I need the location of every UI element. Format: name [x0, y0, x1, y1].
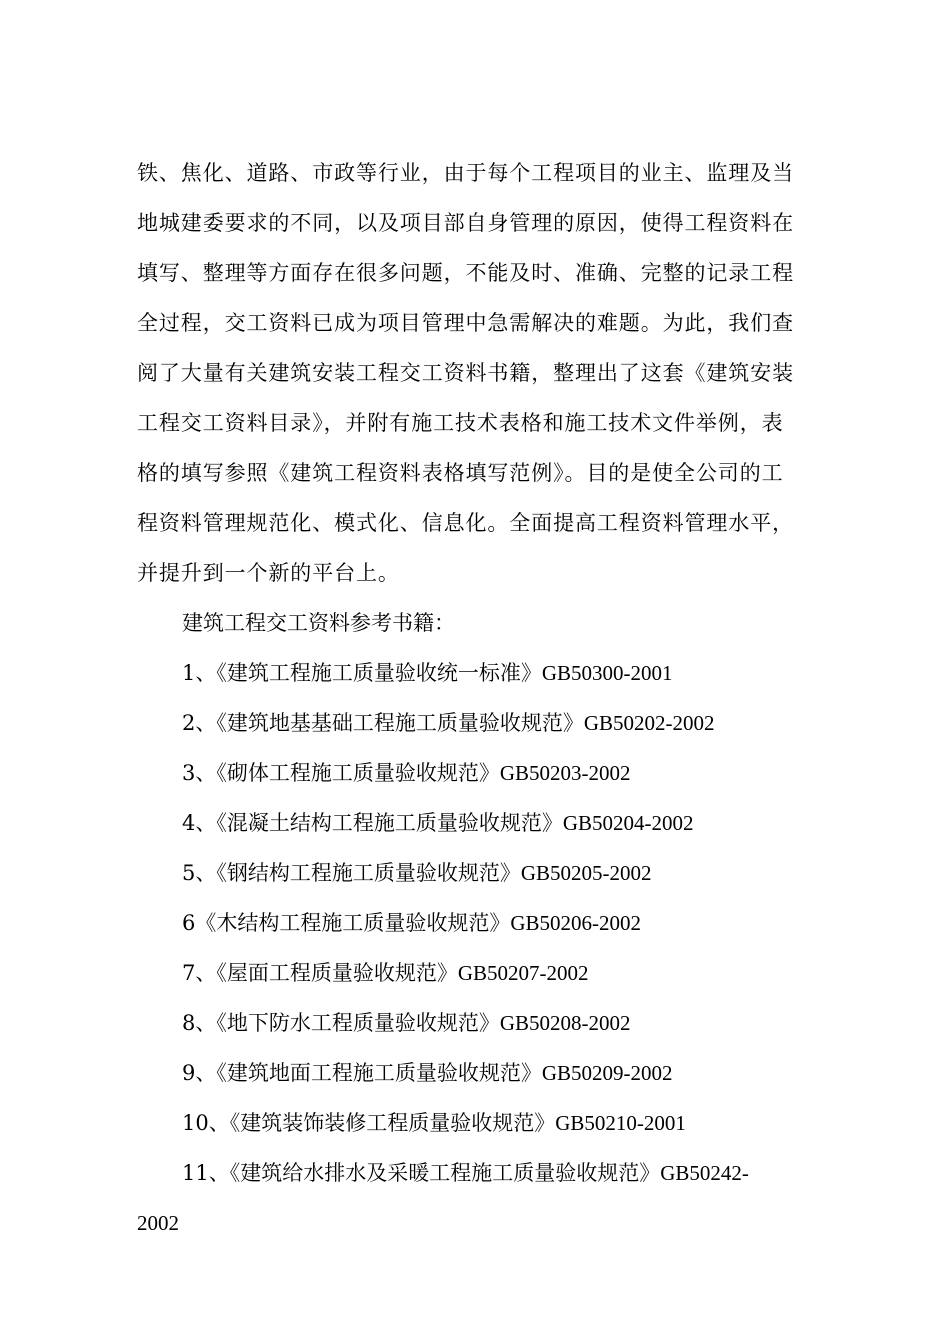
reference-code: GB50206-2002 [510, 911, 642, 935]
reference-title: 《钢结构工程施工质量验收规范》 [216, 861, 521, 885]
paragraph-line: 全过程，交工资料已成为项目管理中急需解决的难题。为此，我们查 [137, 311, 794, 335]
reference-prefix: 8、 [182, 1011, 217, 1035]
reference-item [182, 1060, 673, 1086]
reference-code: GB50205-2002 [520, 861, 652, 885]
reference-prefix: 4、 [182, 811, 217, 835]
reference-title: 《混凝土结构工程施工质量验收规范》 [216, 811, 563, 835]
reference-prefix: 3、 [182, 761, 217, 785]
reference-title: 《砌体工程施工质量验收规范》 [216, 761, 500, 785]
paragraph-line: 程资料管理规范化、模式化、信息化。全面提高工程资料管理水平， [137, 511, 794, 535]
reference-item [182, 1110, 686, 1136]
reference-code: GB50209-2002 [541, 1061, 673, 1085]
reference-title: 《木结构工程施工质量验收规范》 [195, 911, 511, 935]
reference-prefix: 6 [182, 911, 196, 935]
reference-item [182, 660, 673, 686]
reference-title: 《屋面工程质量验收规范》 [216, 961, 458, 985]
reference-title: 《地下防水工程质量验收规范》 [216, 1011, 500, 1035]
reference-item [182, 960, 589, 986]
reference-prefix: 1、 [182, 661, 217, 685]
reference-prefix: 11、 [182, 1161, 230, 1185]
reference-item [182, 910, 641, 936]
reference-code: GB50204-2002 [562, 811, 694, 835]
reference-code: GB50300-2001 [541, 661, 673, 685]
reference-code: GB50202-2002 [583, 711, 715, 735]
reference-prefix: 7、 [182, 961, 217, 985]
reference-title: 《建筑地基基础工程施工质量验收规范》 [216, 711, 584, 735]
paragraph-line: 填写、整理等方面存在很多问题，不能及时、准确、完整的记录工程 [137, 261, 794, 285]
reference-code: GB50208-2002 [499, 1011, 631, 1035]
reference-prefix: 5、 [182, 861, 217, 885]
paragraph-line: 铁、焦化、道路、市政等行业，由于每个工程项目的业主、监理及当 [137, 161, 794, 185]
reference-item [182, 1160, 749, 1186]
paragraph-line: 格的填写参照《建筑工程资料表格填写范例》。目的是使全公司的工 [137, 461, 784, 485]
reference-code-continuation: 2002 [137, 1211, 179, 1235]
reference-prefix: 10、 [182, 1111, 230, 1135]
reference-item [182, 860, 652, 886]
reference-item [182, 710, 715, 736]
reference-code: GB50210-2001 [555, 1111, 686, 1135]
reference-title: 《建筑地面工程施工质量验收规范》 [216, 1061, 542, 1085]
reference-item [182, 810, 694, 836]
reference-title: 《建筑装饰装修工程质量验收规范》 [229, 1111, 556, 1135]
paragraph-line: 阅了大量有关建筑安装工程交工资料书籍，整理出了这套《建筑安装 [137, 361, 794, 385]
paragraph-line: 工程交工资料目录》，并附有施工技术表格和施工技术文件举例，表 [137, 411, 784, 435]
paragraph-line: 地城建委要求的不同，以及项目部自身管理的原因，使得工程资料在 [137, 211, 794, 235]
reference-item [182, 760, 631, 786]
reference-code: GB50242- [660, 1161, 749, 1185]
reference-title: 《建筑给水排水及采暖工程施工质量验收规范》 [229, 1161, 661, 1185]
reference-title: 《建筑工程施工质量验收统一标准》 [216, 661, 542, 685]
reference-code: GB50207-2002 [457, 961, 589, 985]
reference-code: GB50203-2002 [499, 761, 631, 785]
paragraph-line: 并提升到一个新的平台上。 [137, 561, 400, 585]
reference-prefix: 2、 [182, 711, 217, 735]
reference-item [182, 1010, 631, 1036]
reference-list-heading: 建筑工程交工资料参考书籍： [182, 611, 455, 635]
reference-prefix: 9、 [182, 1061, 217, 1085]
